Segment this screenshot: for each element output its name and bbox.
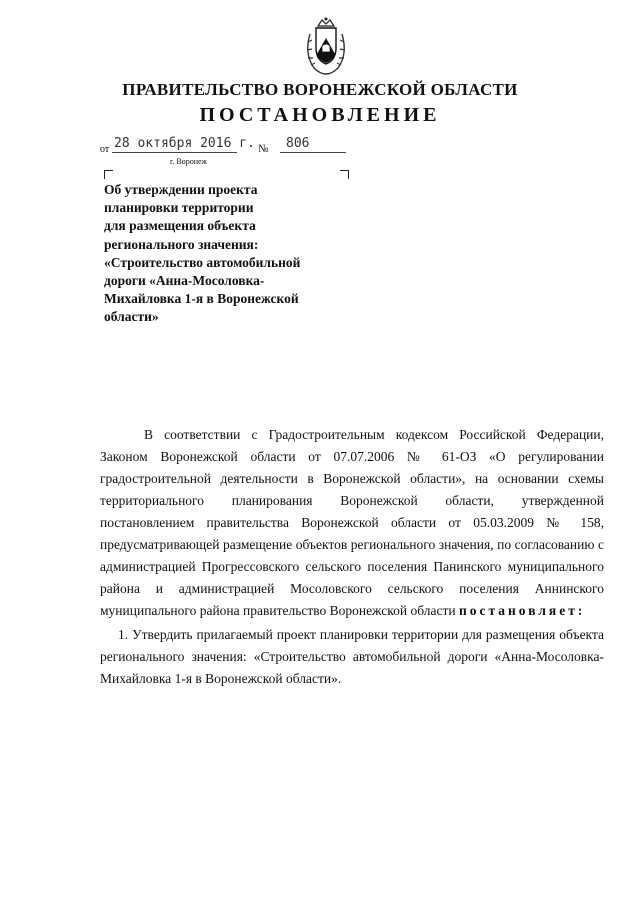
subject-line: регионального значения:	[104, 236, 259, 252]
date-prefix: от	[100, 144, 110, 155]
subject-line: области»	[104, 309, 159, 325]
subject-line: Михайловка 1-я в Воронежской	[104, 291, 299, 307]
decree-word: постановляет:	[458, 603, 586, 618]
decision-item-1: 1. Утвердить прилагаемый проект планировки территории для размещения объекта регионального значения: «Строительство автомобильной дороги «Анна-Мосоловка-Михайловка 1-я в Воронежской области».	[100, 627, 604, 686]
government-title: ПРАВИТЕЛЬСТВО ВОРОНЕЖСКОЙ ОБЛАСТИ	[122, 80, 518, 99]
number-prefix: №	[258, 143, 269, 155]
document-type: ПОСТАНОВЛЕНИЕ	[199, 104, 441, 126]
subject-line: «Строительство автомобильной	[104, 254, 301, 270]
subject-bracket-right	[340, 170, 349, 179]
number-underline	[280, 152, 346, 153]
document-date: 28 октября 2016 г.	[114, 136, 255, 151]
subject-line: для размещения объекта	[104, 218, 256, 234]
document-number: 806	[286, 136, 310, 151]
document-body	[100, 424, 604, 690]
document-subject	[104, 181, 354, 327]
date-underline	[112, 152, 237, 153]
subject-bracket-left	[104, 170, 113, 179]
subject-line: планировки территории	[104, 200, 254, 216]
subject-line: Об утверждении проекта	[104, 182, 258, 197]
preamble-paragraph	[100, 424, 604, 622]
city: г. Воронеж	[170, 157, 208, 166]
subject-line: дороги «Анна-Мосоловка-	[104, 273, 265, 289]
preamble-text: В соответствии с Градостроительным кодексом Российской Федерации, Законом Воронежской области от 07.07.2006 № 61-ОЗ «О регулировании градостроительной деятельности в Воронежской области», на основании схемы территориального планирования Воронежской области, утвержденной постановлением правительства Воронежской области от 05.03.2009 № 158, предусматривающей размещение объектов регионального значения, по согласованию с администрацией Прогрессовского сельского поселения Панинского муниципального района и администрацией Мосоловского сельского поселения Аннинского муниципального района правительство Воронежской области	[100, 427, 604, 618]
coat-of-arms-icon	[300, 16, 352, 78]
date-number-block	[100, 136, 360, 176]
